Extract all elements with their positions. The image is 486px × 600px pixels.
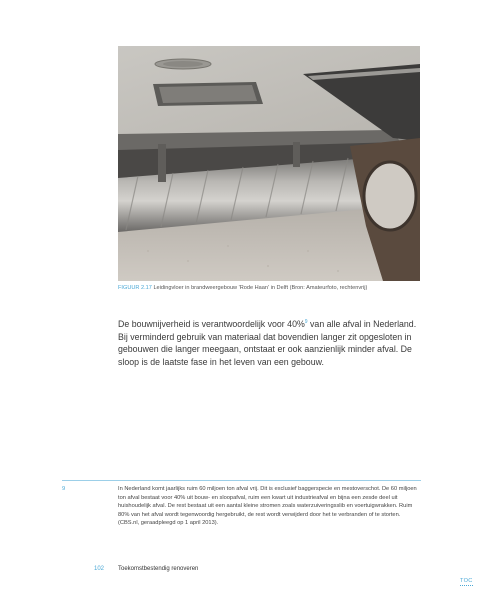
toc-link[interactable]: TOC — [460, 578, 473, 584]
page-number: 102 — [94, 566, 105, 572]
footnote-divider — [62, 480, 421, 481]
figure-caption-text: Leidingvloer in brandweergebouw 'Rode Haan' in Delft (Bron: Amateurfoto, rechtenvrij) — [151, 285, 368, 291]
body-text-end: van alle afval in Nederland. Bij verminderd gebruik van materiaal dat bovendien langer zit opgesloten in gebouwen die langer meegaan, ontstaat er ook aanzienlijk minder afval. De sloop is de laatste fase in het leven van een gebouw. — [118, 319, 417, 367]
figure-caption — [118, 285, 428, 292]
footnote-text: In Nederland komt jaarlijks ruim 60 miljoen ton afval vrij. Dit is exclusief baggerspecie en mestoverschot. De 60 miljoen ton afval bestaat voor 40% uit bouw- en sloopafval, ruim een kwart uit industrieafval en bijna een zesde deel uit huishoudelijk afval. De rest bestaat uit een aantal kleine stromen zoals waterzuiveringsslib en voertuigwrakken. Ruim 80% van het afval wordt tegenwoordig hergebruikt, de rest wordt verwijderd door het te verbranden of te storten. (CBS.nl, geraadpleegd op 1 april 2013). — [118, 486, 417, 527]
raised-floor-photo — [118, 46, 420, 281]
footnote-number: 9 — [62, 486, 66, 492]
running-title: Toekomstbestendig renoveren — [118, 566, 199, 572]
body-paragraph — [118, 318, 418, 368]
figure-photo — [118, 46, 420, 281]
body-text-start: De bouwnijverheid is verantwoordelijk voor 40% — [118, 319, 305, 329]
footnote-reference[interactable]: 9 — [304, 319, 308, 326]
figure-label: FIGUUR 2.17 — [118, 285, 152, 291]
